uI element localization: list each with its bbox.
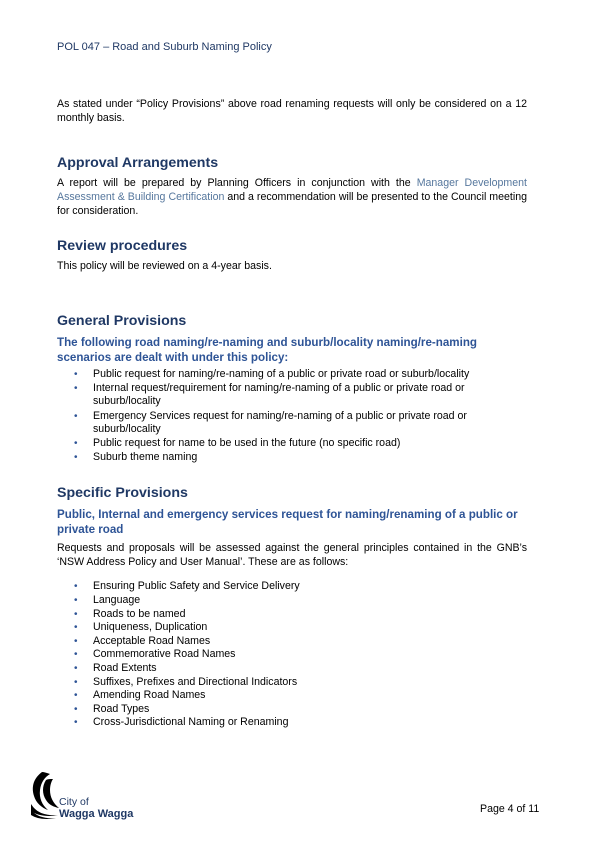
city-logo-icon [28,770,62,820]
manager-link-text: Manager Development Assessment & Building Certification [57,177,527,203]
review-paragraph: This policy will be reviewed on a 4-year basis. [57,260,272,272]
list-item: • Road Extents [74,661,157,674]
list-item: • Commemorative Road Names [74,648,236,661]
specific-subheading: Public, Internal and emergency services request for naming/renaming of a public or private road [57,508,518,537]
header-title: POL 047 – Road and Suburb Naming Policy [57,41,272,53]
list-item: • Public request for naming/re-naming of a public or private road or suburb/locality [74,368,470,380]
list-item: • Cross-Jurisdictional Naming or Renaming [74,716,289,729]
general-heading: General Provisions [57,313,187,329]
bullet-icon: • [74,581,78,593]
review-heading: Review procedures [57,238,188,254]
specific-list [57,580,527,730]
approval-text-before: A report will be prepared by Planning Officers in conjunction with the [57,177,417,189]
bullet-icon: • [74,690,78,702]
list-item: • Ensuring Public Safety and Service Delivery [74,580,300,593]
document-body [57,97,527,730]
bullet-icon: • [74,622,78,634]
bullet-icon: • [74,635,78,647]
list-item: • Public request for name to be used in the future (no specific road) [74,437,401,450]
list-item: • Emergency Services request for naming/re-naming of a public or private road or suburb/locality [74,409,467,435]
bullet-icon: • [74,383,78,395]
approval-heading: Approval Arrangements [57,155,219,171]
list-item: • Acceptable Road Names [74,634,211,647]
specific-heading: Specific Provisions [57,485,188,502]
city-wordmark-line1: City of [59,796,89,808]
bullet-icon: • [74,595,78,607]
approval-paragraph [57,176,527,218]
city-wordmark-line2: Wagga Wagga [59,808,134,820]
specific-paragraph: Requests and proposals will be assessed against the general principles contained in the GNB’s ‘NSW Address Policy and User Manual’. These are as follows: [57,542,527,569]
bullet-icon: • [74,703,78,715]
list-item: • Language [74,594,141,607]
general-subheading: The following road naming/re-naming and suburb/locality naming/re-naming scenarios are dealt with under this policy: [57,336,477,364]
bullet-icon: • [74,649,78,661]
intro-paragraph: As stated under “Policy Provisions” above road renaming requests will only be considered on a 12 monthly basis. [57,98,527,124]
bullet-icon: • [74,452,78,464]
bullet-icon: • [74,717,78,729]
page-number: Page 4 of 11 [480,803,540,815]
list-item: • Internal request/requirement for naming/re-naming of a public or private road or suburb/locality [74,382,465,408]
general-list [57,368,527,464]
city-wordmark [59,796,133,820]
list-item: • Uniqueness, Duplication [74,621,208,634]
list-item: • Amending Road Names [74,689,206,702]
bullet-icon: • [74,369,78,380]
list-item: • Suffixes, Prefixes and Directional Indicators [74,675,298,688]
bullet-icon: • [74,608,78,620]
approval-text-after: and a recommendation will be presented to the Council meeting for consideration. [57,191,527,217]
bullet-icon: • [74,662,78,674]
bullet-icon: • [74,676,78,688]
list-item: • Suburb theme naming [74,451,198,464]
bullet-icon: • [74,410,78,422]
bullet-icon: • [74,438,78,450]
list-item: • Road Types [74,702,150,715]
list-item: • Roads to be named [74,607,186,620]
